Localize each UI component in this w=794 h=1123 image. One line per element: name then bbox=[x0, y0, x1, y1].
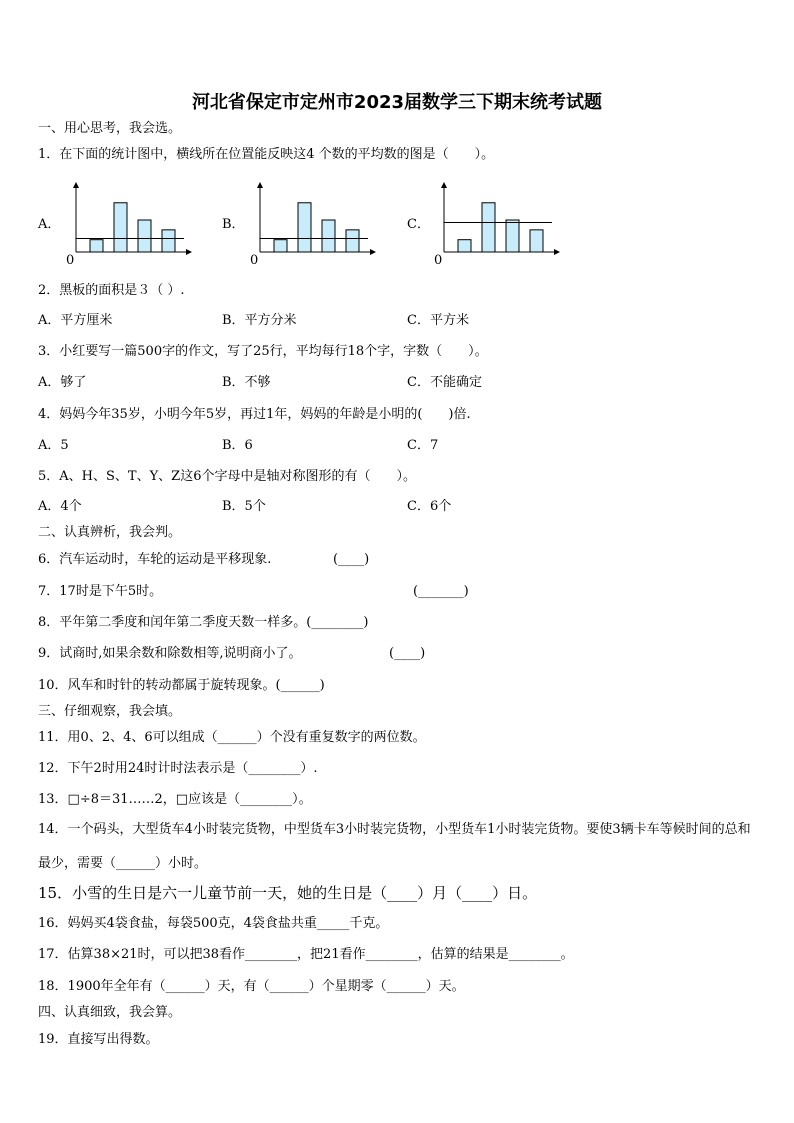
origin-label: 0 bbox=[66, 253, 75, 266]
bar bbox=[298, 203, 311, 252]
bar bbox=[322, 220, 335, 252]
question-7: 7．17时是下午5时。 bbox=[38, 584, 163, 599]
question-2: 2．黑板的面积是３（ ）. bbox=[38, 283, 185, 298]
chart-b-svg bbox=[250, 180, 380, 266]
chart-c bbox=[434, 180, 564, 266]
question-4: 4．妈妈今年35岁，小明今年5岁，再过1年，妈妈的年龄是小明的( )倍. bbox=[38, 407, 471, 422]
bar bbox=[458, 240, 471, 252]
question-9: 9．试商时,如果余数和除数相等,说明商小了。 bbox=[38, 646, 302, 661]
question-6: 6．汽车运动时，车轮的运动是平移现象. bbox=[38, 552, 272, 567]
origin-label: 0 bbox=[434, 253, 443, 266]
option-a-label: A． bbox=[38, 217, 61, 232]
y-axis-arrow-icon bbox=[441, 182, 447, 188]
page-title: 河北省保定市定州市2023届数学三下期末统考试题 bbox=[191, 92, 603, 113]
q5-option-a: A．4个 bbox=[38, 499, 82, 514]
chart-b bbox=[250, 180, 380, 266]
question-14: 14．一个码头，大型货车4小时装完货物，中型货车3小时装完货物，小型货车1小时装完货物。要使3辆卡车等候时间的总和最少，需要（______）小时。 bbox=[38, 822, 751, 871]
bar bbox=[346, 230, 359, 252]
question-12: 12．下午2时用24时计时法表示是（________）. bbox=[38, 761, 318, 776]
section-heading-2: 二、认真辨析，我会判。 bbox=[38, 525, 182, 540]
chart-a-svg bbox=[66, 180, 196, 266]
origin-label: 0 bbox=[250, 253, 259, 266]
q3-option-c: C．不能确定 bbox=[407, 375, 482, 390]
section-heading-3: 三、仔细观察，我会填。 bbox=[38, 704, 182, 719]
section-heading-4: 四、认真细致，我会算。 bbox=[38, 1005, 182, 1020]
x-axis-arrow-icon bbox=[554, 249, 560, 255]
question-18: 18．1900年全年有（______）天，有（______）个星期零（______）天。 bbox=[38, 979, 465, 994]
q4-option-c: C．7 bbox=[407, 438, 439, 453]
q9-answer-blank[interactable]: (____) bbox=[389, 646, 426, 661]
question-1: 1．在下面的统计图中，横线所在位置能反映这4 个数的平均数的图是（ ）。 bbox=[38, 147, 495, 162]
question-15: 15．小雪的生日是六一儿童节前一天，她的生日是（____）月（____）日。 bbox=[38, 884, 538, 902]
q3-option-a: A．够了 bbox=[38, 375, 87, 390]
question-16: 16．妈妈买4袋食盐，每袋500克，4袋食盐共重_____千克。 bbox=[38, 916, 389, 931]
bar bbox=[530, 230, 543, 252]
q5-option-c: C．6个 bbox=[407, 499, 452, 514]
y-axis-arrow-icon bbox=[73, 182, 79, 188]
q6-answer-blank[interactable]: (____) bbox=[333, 552, 370, 567]
bar bbox=[90, 240, 103, 252]
option-c-label: C． bbox=[407, 217, 430, 232]
x-axis-arrow-icon bbox=[370, 249, 376, 255]
question-13: 13．□÷8＝31……2，□应该是（________）。 bbox=[38, 792, 312, 807]
bar bbox=[162, 230, 175, 252]
chart-a bbox=[66, 180, 196, 266]
question-10: 10．风车和时针的转动都属于旋转现象。(______) bbox=[38, 678, 325, 693]
q5-option-b: B．5个 bbox=[222, 499, 266, 514]
q3-option-b: B．不够 bbox=[222, 375, 271, 390]
q2-option-a: A．平方厘米 bbox=[38, 313, 113, 328]
q2-option-b: B．平方分米 bbox=[222, 313, 297, 328]
q4-option-a: A．5 bbox=[38, 438, 69, 453]
chart-c-svg bbox=[434, 180, 564, 266]
q7-answer-blank[interactable]: (_______) bbox=[413, 584, 469, 599]
question-3: 3．小红要写一篇500字的作文，写了25行，平均每行18个字，字数（ ）。 bbox=[38, 344, 488, 359]
question-17: 17．估算38×21时，可以把38看作________，把21看作________，估算的结果是________。 bbox=[38, 947, 574, 962]
question-5: 5．A、H、S、T、Y、Z这6个字母中是轴对称图形的有（ ）。 bbox=[38, 469, 416, 484]
section-heading-1: 一、用心思考，我会选。 bbox=[38, 121, 182, 136]
q4-option-b: B．6 bbox=[222, 438, 253, 453]
option-b-label: B． bbox=[222, 217, 245, 232]
bar bbox=[138, 220, 151, 252]
bar bbox=[482, 203, 495, 252]
question-11: 11．用0、2、4、6可以组成（______）个没有重复数字的两位数。 bbox=[38, 730, 426, 745]
bar bbox=[506, 220, 519, 252]
question-19: 19．直接写出得数。 bbox=[38, 1032, 159, 1047]
bar bbox=[114, 203, 127, 252]
q2-option-c: C．平方米 bbox=[407, 313, 469, 328]
bar bbox=[274, 240, 287, 252]
question-8: 8．平年第二季度和闰年第二季度天数一样多。(________) bbox=[38, 615, 369, 630]
x-axis-arrow-icon bbox=[186, 249, 192, 255]
y-axis-arrow-icon bbox=[257, 182, 263, 188]
